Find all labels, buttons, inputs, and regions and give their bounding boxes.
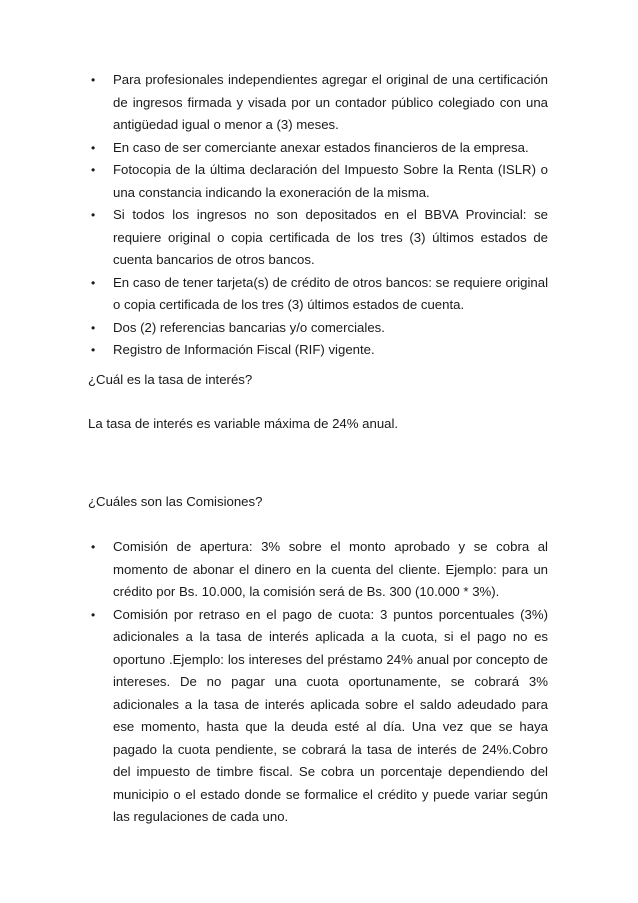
bullet-icon: • (91, 343, 96, 357)
bullet-icon: • (91, 140, 96, 155)
bullet-icon: • (91, 320, 96, 335)
bullet-icon: • (91, 275, 96, 290)
bullet-icon: • (91, 73, 96, 87)
list-item (88, 536, 548, 604)
list-item-text: Comisión de apertura: 3% sobre el monto aprobado y se cobra al momento de abonar el dinero en la cuenta del cliente. Ejemplo: para un crédito por Bs. 10.000, la comisión será de Bs. 300 (10.000 * 3%). (113, 539, 548, 599)
bullet-icon: • (91, 208, 96, 222)
list-item (88, 159, 548, 204)
list-item-text: Registro de Información Fiscal (RIF) vigente. (113, 342, 375, 357)
list-item-text: Comisión por retraso en el pago de cuota: 3 puntos porcentuales (3%) adicionales a la tasa de interés aplicada a la cuota, si el pago no es oportuno .Ejemplo: los intereses del préstamo 24% anual por concepto de intereses. De no pagar una cuota oportunamente, se cobrará 3% adicionales a la tasa de interés aplicada sobre el saldo adeudado para ese momento, hasta que la deuda esté al día. Una vez que se haya pagado la cuota pendiente, se cobrará la tasa de interés de 24%.Cobro del impuesto de timbre fiscal. Se cobra un porcentaje dependiendo del municipio o el estado donde se formalice el crédito y puede variar según las regulaciones de cada uno. (113, 606, 548, 824)
fees-list (88, 536, 548, 829)
list-item-text: Para profesionales independientes agregar el original de una certificación de ingresos firmada y visada por un contador público colegiado con una antigüedad igual o menor a (3) meses. (113, 72, 548, 132)
fees-question: ¿Cuáles son las Comisiones? (88, 494, 263, 509)
list-item (88, 317, 548, 340)
bullet-icon: • (91, 607, 96, 622)
list-item (88, 272, 548, 317)
list-item-text: Dos (2) referencias bancarias y/o comerciales. (113, 319, 385, 335)
list-item-text: En caso de tener tarjeta(s) de crédito de otros bancos: se requiere original o copia certificada de los tres (3) últimos estados de cuenta. (113, 274, 548, 312)
list-item (88, 137, 548, 160)
bullet-icon: • (91, 163, 96, 177)
list-item (88, 604, 548, 829)
list-item-text: Si todos los ingresos no son depositados en el BBVA Provincial: se requiere original o copia certificada de los tres (3) últimos estados de cuenta bancarios de otros bancos. (113, 207, 548, 267)
interest-answer: La tasa de interés es variable máxima de 24% anual. (88, 416, 399, 431)
list-item (88, 339, 548, 362)
list-item (88, 69, 548, 137)
list-item-text: En caso de ser comerciante anexar estados financieros de la empresa. (113, 139, 529, 155)
list-item (88, 204, 548, 272)
bullet-icon: • (91, 540, 96, 554)
interest-question: ¿Cuál es la tasa de interés? (88, 372, 253, 387)
requirements-list (88, 69, 548, 362)
list-item-text: Fotocopia de la última declaración del Impuesto Sobre la Renta (ISLR) o una constancia indicando la exoneración de la misma. (113, 162, 548, 200)
